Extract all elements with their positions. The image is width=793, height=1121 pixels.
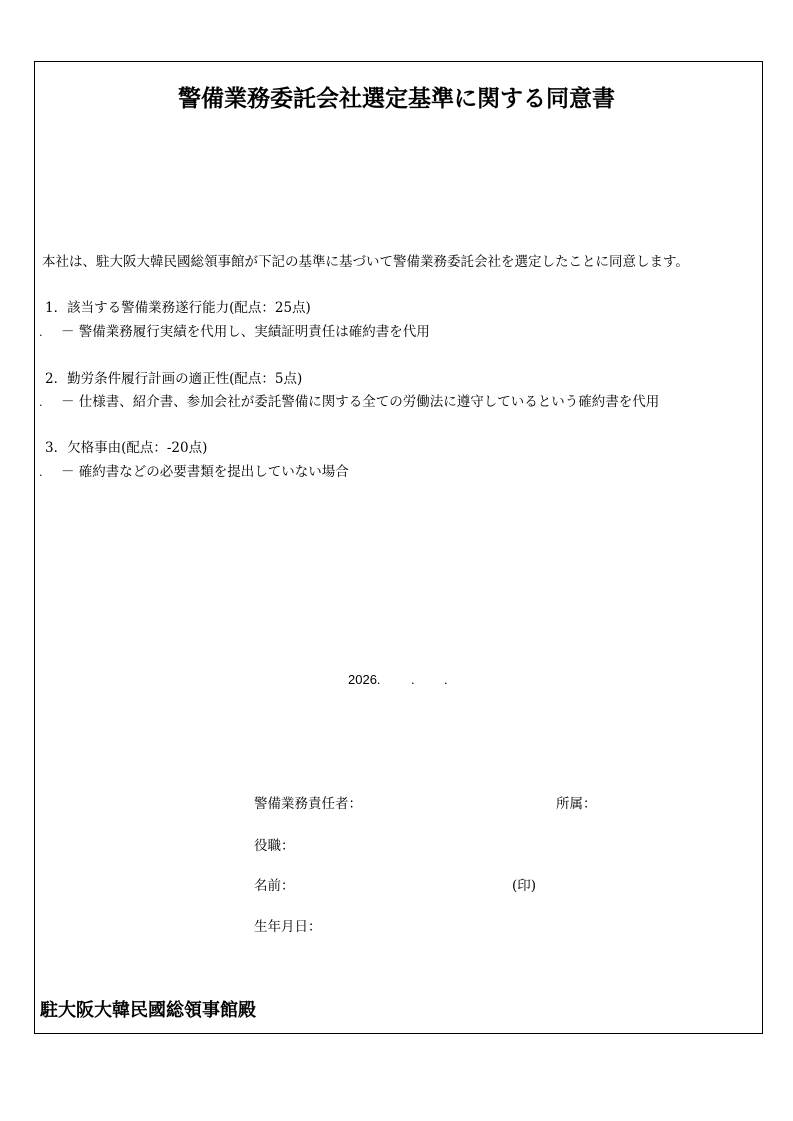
seal-label: (印) bbox=[512, 878, 537, 894]
criterion-marker: . bbox=[39, 396, 43, 409]
manager-label: 警備業務責任者： bbox=[254, 796, 362, 812]
criterion-heading: 3．欠格事由(配点：-20点) bbox=[45, 440, 208, 456]
intro-statement: 本社は、駐大阪大韓民國総領事館が下記の基準に基づいて警備業務委託会社を選定したことに同意します。 bbox=[42, 254, 689, 270]
criterion-heading: 1．該当する警備業務遂行能力(配点：25点) bbox=[45, 300, 311, 316]
date-year: 2026. bbox=[348, 672, 381, 687]
criterion-marker: . bbox=[39, 466, 43, 479]
criterion-heading: 2．勤労条件履行計画の適正性(配点：5点) bbox=[45, 371, 303, 387]
addressee: 駐大阪大韓民國総領事館殿 bbox=[40, 1000, 256, 1021]
criterion-detail: － 警備業務履行実績を代用し、実績証明責任は確約書を代用 bbox=[61, 324, 430, 340]
position-label: 役職： bbox=[254, 838, 295, 854]
document-title: 警備業務委託会社選定基準に関する同意書 bbox=[178, 86, 615, 112]
document-border bbox=[34, 61, 763, 1034]
affiliation-label: 所属： bbox=[556, 796, 597, 812]
criterion-detail: － 確約書などの必要書類を提出していない場合 bbox=[61, 464, 349, 480]
date-month-separator: . bbox=[411, 672, 415, 687]
birthdate-label: 生年月日： bbox=[254, 919, 322, 935]
criterion-marker: . bbox=[39, 326, 43, 339]
name-label: 名前： bbox=[254, 878, 295, 894]
date-day-separator: . bbox=[444, 672, 448, 687]
criterion-detail: － 仕様書、紹介書、参加会社が委託警備に関する全ての労働法に遵守しているという確約書を代用 bbox=[61, 394, 660, 410]
